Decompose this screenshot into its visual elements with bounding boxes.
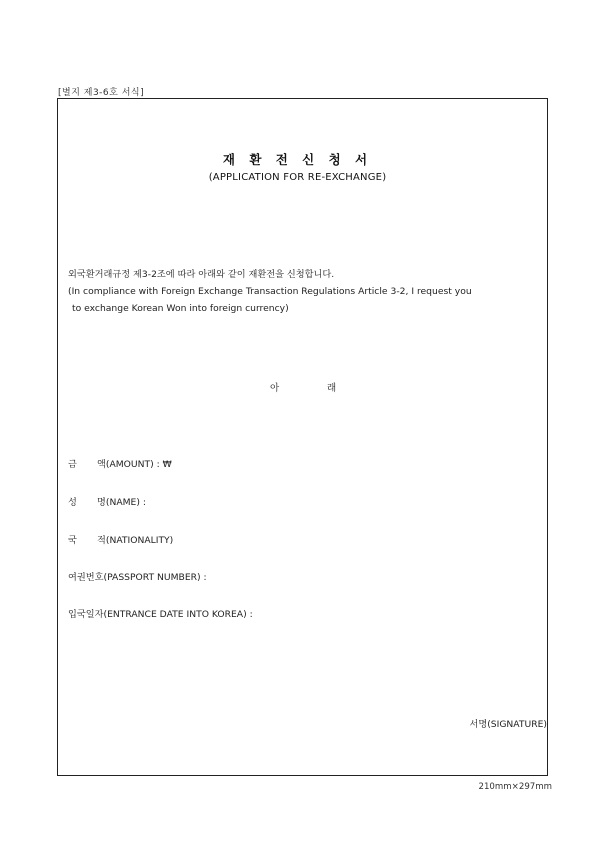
- section-heading-right: 래: [327, 383, 337, 394]
- form-subtitle: (APPLICATION FOR RE-EXCHANGE): [208, 172, 387, 183]
- field-nationality-label-2: 적(NATIONALITY): [97, 535, 174, 546]
- form-title: 재 환 전 신 청 서: [222, 152, 373, 167]
- intro-line-korean: 외국환거래규정 제3-2조에 따라 아래와 같이 재환전을 신청합니다.: [68, 269, 335, 280]
- field-passport-number[interactable]: 여권번호(PASSPORT NUMBER) :: [68, 572, 207, 583]
- form-number-label: [별지 제3-6호 서식]: [58, 88, 145, 98]
- field-amount-label-1: 금: [68, 459, 77, 470]
- signature-field[interactable]: 서명(SIGNATURE): [469, 719, 547, 730]
- field-name[interactable]: [68, 494, 146, 508]
- intro-statement: [68, 266, 538, 317]
- intro-line-english-2: to exchange Korean Won into foreign currency): [72, 303, 289, 314]
- field-amount-label-2: 액(AMOUNT) : ₩: [97, 459, 172, 470]
- form-frame: [57, 98, 548, 776]
- section-heading-left: 아: [270, 383, 280, 394]
- intro-line-english-1: (In compliance with Foreign Exchange Transaction Regulations Article 3-2, I request you: [68, 286, 472, 297]
- field-name-label-2: 명(NAME) :: [97, 497, 146, 508]
- paper-size-note: 210mm×297mm: [478, 782, 552, 792]
- field-nationality[interactable]: [68, 532, 173, 546]
- field-nationality-label-1: 국: [68, 535, 77, 546]
- field-amount[interactable]: [68, 456, 172, 470]
- field-entrance-date[interactable]: 입국일자(ENTRANCE DATE INTO KOREA) :: [68, 609, 253, 620]
- field-name-label-1: 성: [68, 497, 77, 508]
